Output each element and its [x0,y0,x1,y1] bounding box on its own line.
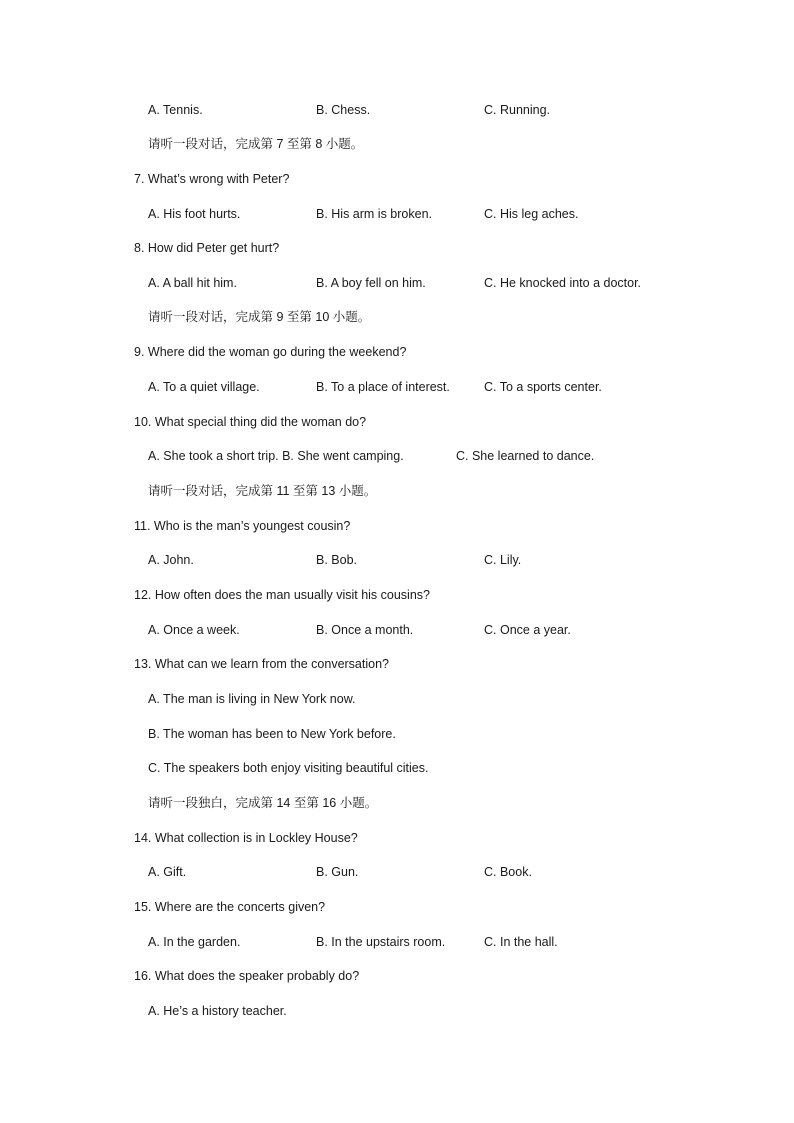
option-a: A. In the garden. [148,935,241,949]
option-a: A. John. [148,553,194,567]
question-13: 13. What can we learn from the conversation? [134,657,389,671]
option-b: B. The woman has been to New York before. [148,727,396,741]
question-12: 12. How often does the man usually visit his cousins? [134,588,430,602]
option-b: B. Bob. [316,553,357,567]
option-b: B. Gun. [316,865,359,879]
options-a-b: A. She took a short trip. B. She went camping. [148,449,404,463]
option-c: C. Lily. [484,553,522,567]
option-c: C. He knocked into a doctor. [484,276,642,290]
option-b: B. In the upstairs room. [316,935,446,949]
option-a: A. The man is living in New York now. [148,692,356,706]
section-instruction: 请听一段对话，完成第 7 至第 8 小题。 [148,137,364,151]
option-b: B. To a place of interest. [316,380,450,394]
option-a: A. Tennis. [148,103,203,117]
question-11: 11. Who is the man’s youngest cousin? [134,519,351,533]
option-a: A. He’s a history teacher. [148,1004,287,1018]
option-a: A. To a quiet village. [148,380,260,394]
option-c: C. Once a year. [484,623,571,637]
option-b: B. His arm is broken. [316,207,433,221]
option-c: C. Book. [484,865,532,879]
section-instruction: 请听一段对话，完成第 11 至第 13 小题。 [148,484,377,498]
option-c: C. She learned to dance. [456,449,595,463]
question-9: 9. Where did the woman go during the weekend? [134,345,407,359]
question-10: 10. What special thing did the woman do? [134,415,367,429]
option-c: C. In the hall. [484,935,558,949]
question-7: 7. What’s wrong with Peter? [134,172,290,186]
option-c: C. His leg aches. [484,207,579,221]
option-a: A. Once a week. [148,623,240,637]
option-b: B. Once a month. [316,623,414,637]
option-a: A. His foot hurts. [148,207,241,221]
section-instruction: 请听一段独白，完成第 14 至第 16 小题。 [148,796,378,810]
question-15: 15. Where are the concerts given? [134,900,326,914]
question-16: 16. What does the speaker probably do? [134,969,360,983]
option-c: C. The speakers both enjoy visiting beautiful cities. [148,761,429,775]
question-8: 8. How did Peter get hurt? [134,241,280,255]
option-a: A. Gift. [148,865,187,879]
option-b: B. Chess. [316,103,371,117]
option-c: C. Running. [484,103,551,117]
option-c: C. To a sports center. [484,380,602,394]
option-a: A. A ball hit him. [148,276,237,290]
option-b: B. A boy fell on him. [316,276,426,290]
question-14: 14. What collection is in Lockley House? [134,831,358,845]
section-instruction: 请听一段对话，完成第 9 至第 10 小题。 [148,310,371,324]
